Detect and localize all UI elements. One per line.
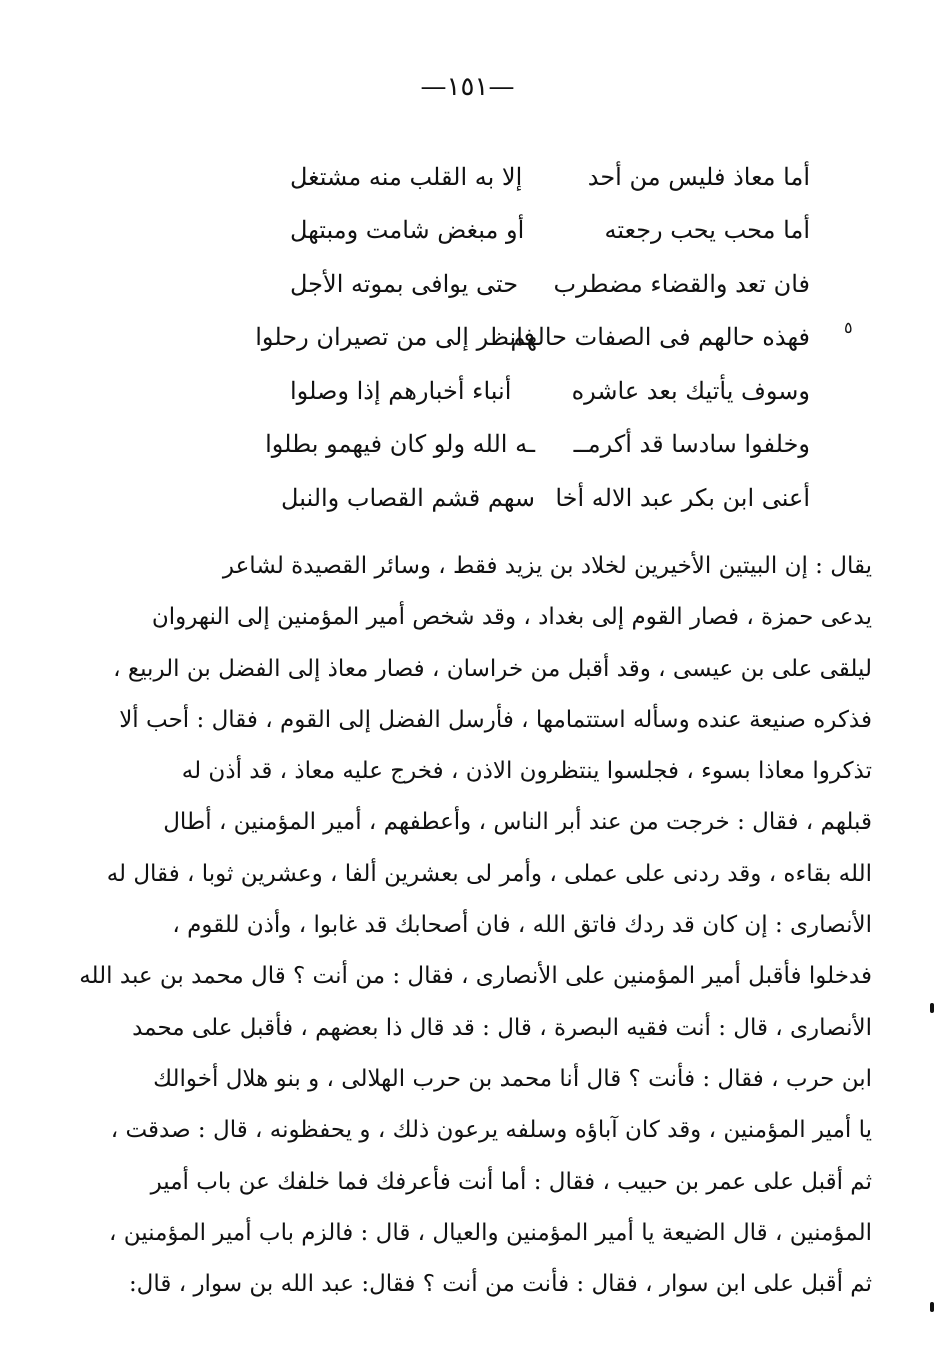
verse-first-hemistich: وسوف يأتيك بعد عاشره — [571, 376, 810, 405]
poem-verse — [281, 471, 810, 525]
verse-second-hemistich: أو مبغض شامت ومبتهل — [290, 216, 525, 245]
verse-first-hemistich: أعنى ابن بكر عبد الاله أخا — [555, 483, 810, 512]
prose-line: تذكروا معاذا بسوء ، فجلسوا ينتظرون الاذن ، فخرج عليه معاذ ، قد أذن له — [181, 758, 872, 785]
verse-first-hemistich: فان تعد والقضاء مضطرب — [553, 269, 810, 298]
prose-line: ليلقى على بن عيسى ، وقد أقبل من خراسان ، فصار معاذ إلى الفضل بن الربيع ، — [113, 655, 872, 682]
verse-marker: ٥ — [844, 318, 853, 337]
verse-second-hemistich: ـه الله ولو كان فيهمو بطلوا — [265, 430, 535, 459]
verse-second-hemistich: أنباء أخبارهم إذا وصلوا — [290, 376, 512, 405]
page-number: —١٥١— — [420, 72, 515, 102]
verse-second-hemistich: حتى يوافى بموته الأجل — [290, 269, 519, 298]
poem-verse — [290, 364, 810, 418]
prose-line: يا أمير المؤمنين ، وقد كان آباؤه وسلفه يرعون ذلك ، و يحفظونه ، قال : صدقت ، — [110, 1117, 872, 1144]
verse-first-hemistich: أما معاذ فليس من أحد — [587, 162, 810, 191]
prose-line: فدخلوا فأقبل أمير المؤمنين على الأنصارى ، فقال : من أنت ؟ قال محمد بن عبد الله — [79, 963, 872, 990]
prose-line: ابن حرب ، فقال : فأنت ؟ قال أنا محمد بن حرب الهلالى ، و بنو هلال أخوالك — [153, 1065, 872, 1092]
verse-first-hemistich: وخلفوا سادسا قد أكرمــ — [573, 430, 810, 459]
verse-first-hemistich: أما محب يحب رجعته — [604, 216, 810, 245]
poem-verse — [265, 418, 810, 472]
poem-verse — [255, 311, 810, 365]
verse-second-hemistich: فانظر إلى من تصيران رحلوا — [255, 323, 535, 352]
prose-line: فذكره صنيعة عنده وسأله استتمامها ، فأرسل الفضل إلى القوم ، فقال : أحب ألا — [119, 706, 872, 733]
margin-ink-mark — [930, 1302, 934, 1312]
prose-line: يقال : إن البيتين الأخيرين لخلاد بن يزيد فقط ، وسائر القصيدة لشاعر — [222, 553, 872, 579]
poem-verse — [290, 150, 810, 204]
prose-line: ثم أقبل على عمر بن حبيب ، فقال : أما أنت فأعرفك فما خلفك عن باب أمير — [150, 1168, 872, 1195]
prose-line: الله بقاءه ، وقد ردنى على عملى ، وأمر لى بعشرين ألفا ، وعشرين ثوبا ، فقال له — [106, 860, 872, 887]
prose-line: يدعى حمزة ، فصار القوم إلى بغداد ، وقد شخص أمير المؤمنين إلى النهروان — [151, 604, 872, 631]
verse-first-hemistich: فهذه حالهم فى الصفات حالهم — [510, 323, 810, 352]
verse-second-hemistich: إلا به القلب منه مشتغل — [290, 162, 523, 191]
poem — [255, 150, 810, 525]
prose-line: المؤمنين ، قال الضيعة يا أمير المؤمنين والعيال ، قال : فالزم باب أمير المؤمنين ، — [108, 1219, 872, 1246]
prose-line: قبلهم ، فقال : خرجت من عند أبر الناس ، وأعطفهم ، أمير المؤمنين ، أطال — [163, 809, 872, 836]
poem-verse — [290, 257, 810, 311]
poem-verse — [290, 204, 810, 258]
verse-second-hemistich: سهم قشم القصاب والنبل — [281, 483, 535, 512]
prose-line: الأنصارى : إن كان قد ردك فاتق الله ، فان أصحابك قد غابوا ، وأذن للقوم ، — [172, 912, 872, 939]
prose-line: ثم أقبل على ابن سوار ، فقال : فأنت من أنت ؟ فقال: عبد الله بن سوار ، قال: — [128, 1271, 872, 1298]
margin-ink-mark — [930, 1003, 934, 1013]
prose-paragraph — [79, 541, 872, 1310]
prose-line: الأنصارى ، قال : أنت فقيه البصرة ، قال : قد قال ذا بعضهم ، فأقبل على محمد — [132, 1014, 872, 1041]
